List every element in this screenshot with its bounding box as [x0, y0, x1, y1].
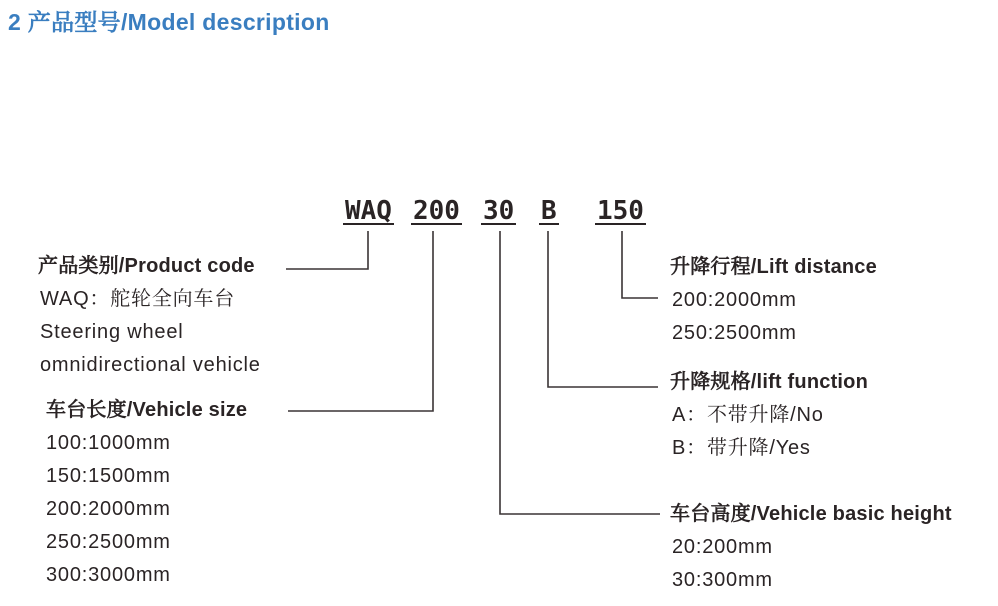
vehicle-basic-height-option: 30:300mm [672, 569, 773, 591]
vehicle-size-option: 200:2000mm [46, 498, 171, 520]
section-lift-function [670, 366, 868, 465]
product-code-line: WAQ：舵轮全向车台 [40, 288, 236, 310]
connector-vehicle-basic-height [500, 231, 660, 514]
section-lift-distance [670, 251, 877, 350]
product-code-title: 产品类别/Product code [38, 255, 255, 277]
model-code-segment-stroke: 150 [597, 196, 644, 226]
model-code-segment-height: 30 [483, 196, 515, 226]
lift-function-option: B：带升降/Yes [672, 437, 811, 459]
lift-function-option: A：不带升降/No [672, 404, 824, 426]
model-code-segment-length: 200 [413, 196, 460, 226]
connector-vehicle-size [288, 231, 433, 411]
vehicle-size-title: 车台长度/Vehicle size [46, 399, 248, 421]
lift-function-title: 升降规格/lift function [670, 371, 869, 393]
lift-distance-option: 250:2500mm [672, 322, 797, 344]
section-vehicle-basic-height [670, 498, 952, 597]
vehicle-size-option: 150:1500mm [46, 465, 171, 487]
vehicle-size-option: 250:2500mm [46, 531, 171, 553]
model-code-segment-lift: B [541, 196, 557, 226]
vehicle-basic-height-title: 车台高度/Vehicle basic height [670, 503, 952, 525]
vehicle-size-option: 100:1000mm [46, 432, 171, 454]
model-code-segment-product: WAQ [345, 196, 392, 226]
connector-product-code [286, 231, 368, 269]
section-vehicle-size [46, 394, 247, 592]
section-product-code [38, 250, 261, 382]
lift-distance-option: 200:2000mm [672, 289, 797, 311]
product-code-line: omnidirectional vehicle [40, 354, 261, 376]
lift-distance-title: 升降行程/Lift distance [670, 256, 877, 278]
vehicle-size-option: 300:3000mm [46, 564, 171, 586]
page-title: 2 产品型号/Model description [8, 9, 330, 35]
product-code-line: Steering wheel [40, 321, 184, 343]
vehicle-basic-height-option: 20:200mm [672, 536, 773, 558]
connector-lift-distance [622, 231, 658, 298]
connector-lift-function [548, 231, 658, 387]
